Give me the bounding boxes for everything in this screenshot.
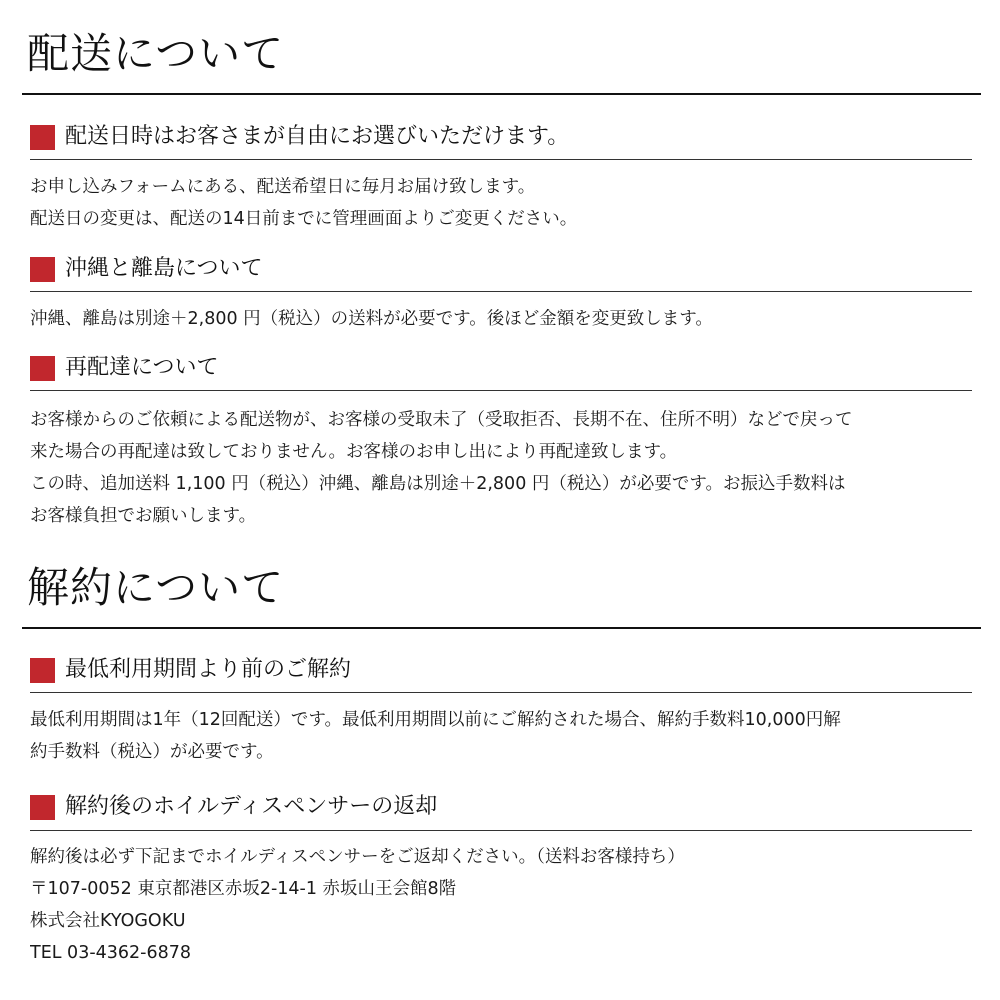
return-address: 〒107-0052 東京都港区赤坂2-14-1 赤坂山王会館8階: [30, 879, 457, 899]
minimum-term-heading: [30, 657, 351, 683]
minimum-term-heading-text: 最低利用期間より前のご解約: [65, 657, 352, 682]
delivery-title-rule: [22, 93, 981, 95]
body-line: 来た場合の再配達は致しておりません。お客様のお申し出により再配達致します。: [30, 442, 678, 462]
body-line: お客様からのご依頼による配送物が、お客様の受取未了（受取拒否、長期不在、住所不明）などで戻って: [30, 410, 853, 430]
body-line: お客様負担でお願いします。: [30, 506, 257, 526]
square-bullet-icon: [30, 658, 55, 683]
okinawa-heading: [30, 256, 263, 282]
body-line: 沖縄、離島は別途＋2,800 円（税込）の送料が必要です。後ほど金額を変更致します。: [30, 309, 713, 329]
body-line: お申し込みフォームにある、配送希望日に毎月お届け致します。: [30, 177, 536, 197]
body-line: 最低利用期間は1年（12回配送）です。最低利用期間以前にご解約された場合、解約手数料10,000円解: [30, 710, 841, 730]
body-line: この時、追加送料 1,100 円（税込）沖縄、離島は別途＋2,800 円（税込）が必要です。お振込手数料は: [30, 474, 846, 494]
delivery-date-heading-text: 配送日時はお客さまが自由にお選びいただけます。: [65, 124, 570, 149]
redelivery-rule: [30, 390, 972, 391]
redelivery-heading: [30, 355, 219, 381]
cancellation-title-rule: [22, 627, 981, 629]
square-bullet-icon: [30, 356, 55, 381]
cancellation-title: 解約について: [27, 563, 285, 612]
delivery-date-heading: [30, 124, 569, 150]
minimum-term-body: [30, 704, 975, 768]
square-bullet-icon: [30, 125, 55, 150]
delivery-title: 配送について: [27, 29, 285, 78]
minimum-term-rule: [30, 692, 972, 693]
body-line: 配送日の変更は、配送の14日前までに管理画面よりご変更ください。: [30, 209, 578, 229]
return-rule: [30, 830, 972, 831]
delivery-date-rule: [30, 159, 972, 160]
return-heading: [30, 794, 437, 820]
return-body: [30, 841, 975, 969]
company-name: 株式会社KYOGOKU: [30, 911, 186, 931]
redelivery-body: [30, 404, 975, 532]
return-heading-text: 解約後のホイルディスペンサーの返却: [65, 794, 438, 819]
okinawa-heading-text: 沖縄と離島について: [65, 256, 263, 281]
body-line: 約手数料（税込）が必要です。: [30, 742, 274, 762]
okinawa-body: [30, 303, 975, 335]
redelivery-heading-text: 再配達について: [65, 355, 219, 380]
delivery-date-body: [30, 171, 975, 235]
square-bullet-icon: [30, 795, 55, 820]
square-bullet-icon: [30, 257, 55, 282]
return-instructions: 解約後は必ず下記までホイルディスペンサーをご返却ください。（送料お客様持ち）: [30, 847, 685, 867]
okinawa-rule: [30, 291, 972, 292]
phone-number: TEL 03-4362-6878: [30, 943, 192, 963]
